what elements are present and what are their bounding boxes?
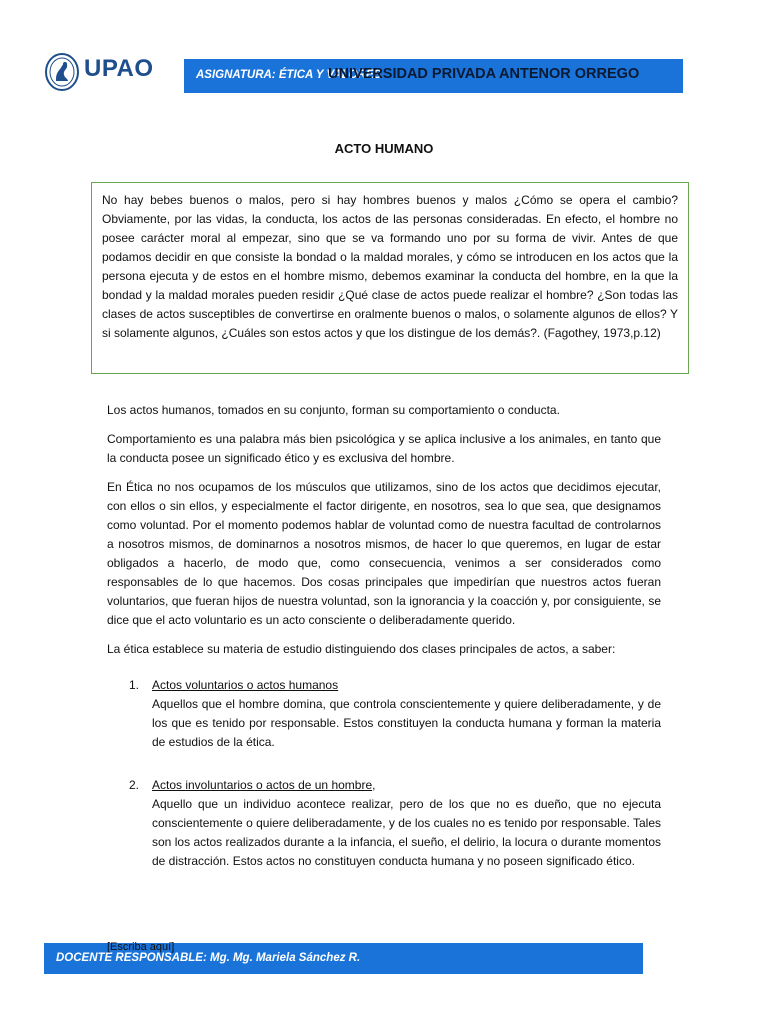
page-title: ACTO HUMANO: [334, 141, 434, 156]
footer-teacher: DOCENTE RESPONSABLE: Mg. Mg. Mariela Sánchez R.: [56, 952, 361, 964]
list-item-title: Actos voluntarios o actos humanos: [152, 678, 339, 692]
university-name: UNIVERSIDAD PRIVADA ANTENOR ORREGO: [328, 66, 640, 82]
paragraph: La ética establece su materia de estudio distinguiendo dos clases principales de actos, a saber:: [107, 642, 616, 656]
list-item-suffix: ,: [372, 778, 376, 792]
paragraph: En Ética no nos ocupamos de los músculos que utilizamos, sino de los actos que decidimos ejecutar, con ellos o sin ellos, y especialmente el factor dirigente, en nosotros, sea lo que sea, que designamos como voluntad. Por el momento podemos hablar de voluntad como de nuestra facultad de controlarnos a nosotros mismos, de dominarnos a nosotros mismos, de hacer lo que queremos, en lugar de estar obligados a hacerlo, de modo que, como consecuencia, venimos a ser considerados como responsables de lo que hacemos. Dos cosas principales que impedirían que nuestros actos fueran voluntarios, que fueran hijos de nuestra voluntad, son la ignorancia y la coacción y, por consiguiente, se dice que el acto voluntario es un acto consciente o deliberadamente querido.: [107, 480, 661, 627]
quote-text: No hay bebes buenos o malos, pero si hay hombres buenos y malos ¿Cómo se opera el cambio? Obviamente, por las vidas, la conducta, los actos de las personas consideradas. En efecto, el hombre no posee carácter moral al empezar, sino que se va formando uno por su forma de vivir. Antes de que podamos decidir en que consiste la bondad o la maldad morales, y cómo se introducen en los actos que la persona ejecuta y de estos en el hombre mismo, debemos examinar la conducta del hombre, en la que la bondad y la maldad morales pueden residir ¿Qué clase de actos puede realizar el hombre? ¿Son todas las clases de actos susceptibles de convertirse en oralmente buenos o malos, o solamente algunos de ellos? Y si solamente algunos, ¿Cuáles son estos actos y que los distingue de los demás?. (Fagothey, 1973,p.12): [102, 193, 678, 340]
list-item: [107, 776, 661, 871]
paragraph: Los actos humanos, tomados en su conjunto, forman su comportamiento o conducta.: [107, 403, 560, 417]
upao-seal-icon: [44, 52, 80, 92]
list-item-description: Aquellos que el hombre domina, que controla conscientemente y quiere deliberadamente, y de los que es tenido por responsable. Estos constituyen la conducta humana y forman la materia de estudios de la ética.: [152, 697, 661, 749]
quote-box: [91, 182, 689, 374]
list-item-title: Actos involuntarios o actos de un hombre: [152, 778, 373, 792]
acts-list: [107, 676, 661, 871]
list-item-description: Aquello que un individuo acontece realizar, pero de los que no es dueño, que no ejecuta conscientemente o quiere deliberadamente, y de los cuales no es tenido por responsable. Tales son los actos realizados durante a la infancia, el sueño, el delirio, la locura o durante momentos de distracción. Estos actos no constituyen conducta humana y no poseen significado ético.: [152, 797, 661, 868]
list-number: 1.: [129, 678, 140, 692]
header-bar: [184, 59, 683, 93]
list-item: [107, 676, 661, 752]
body-content: [107, 401, 661, 895]
upao-logo: [44, 52, 162, 94]
placeholder-text[interactable]: [Escriba aquí]: [107, 941, 175, 953]
list-number: 2.: [129, 778, 140, 792]
paragraph: Comportamiento es una palabra más bien psicológica y se aplica inclusive a los animales, en tanto que la conducta posee un significado ético y es exclusiva del hombre.: [107, 432, 661, 465]
logo-text: UPAO: [84, 55, 154, 82]
subject-label: ASIGNATURA: ÉTICA Y VALORES: [196, 69, 382, 81]
